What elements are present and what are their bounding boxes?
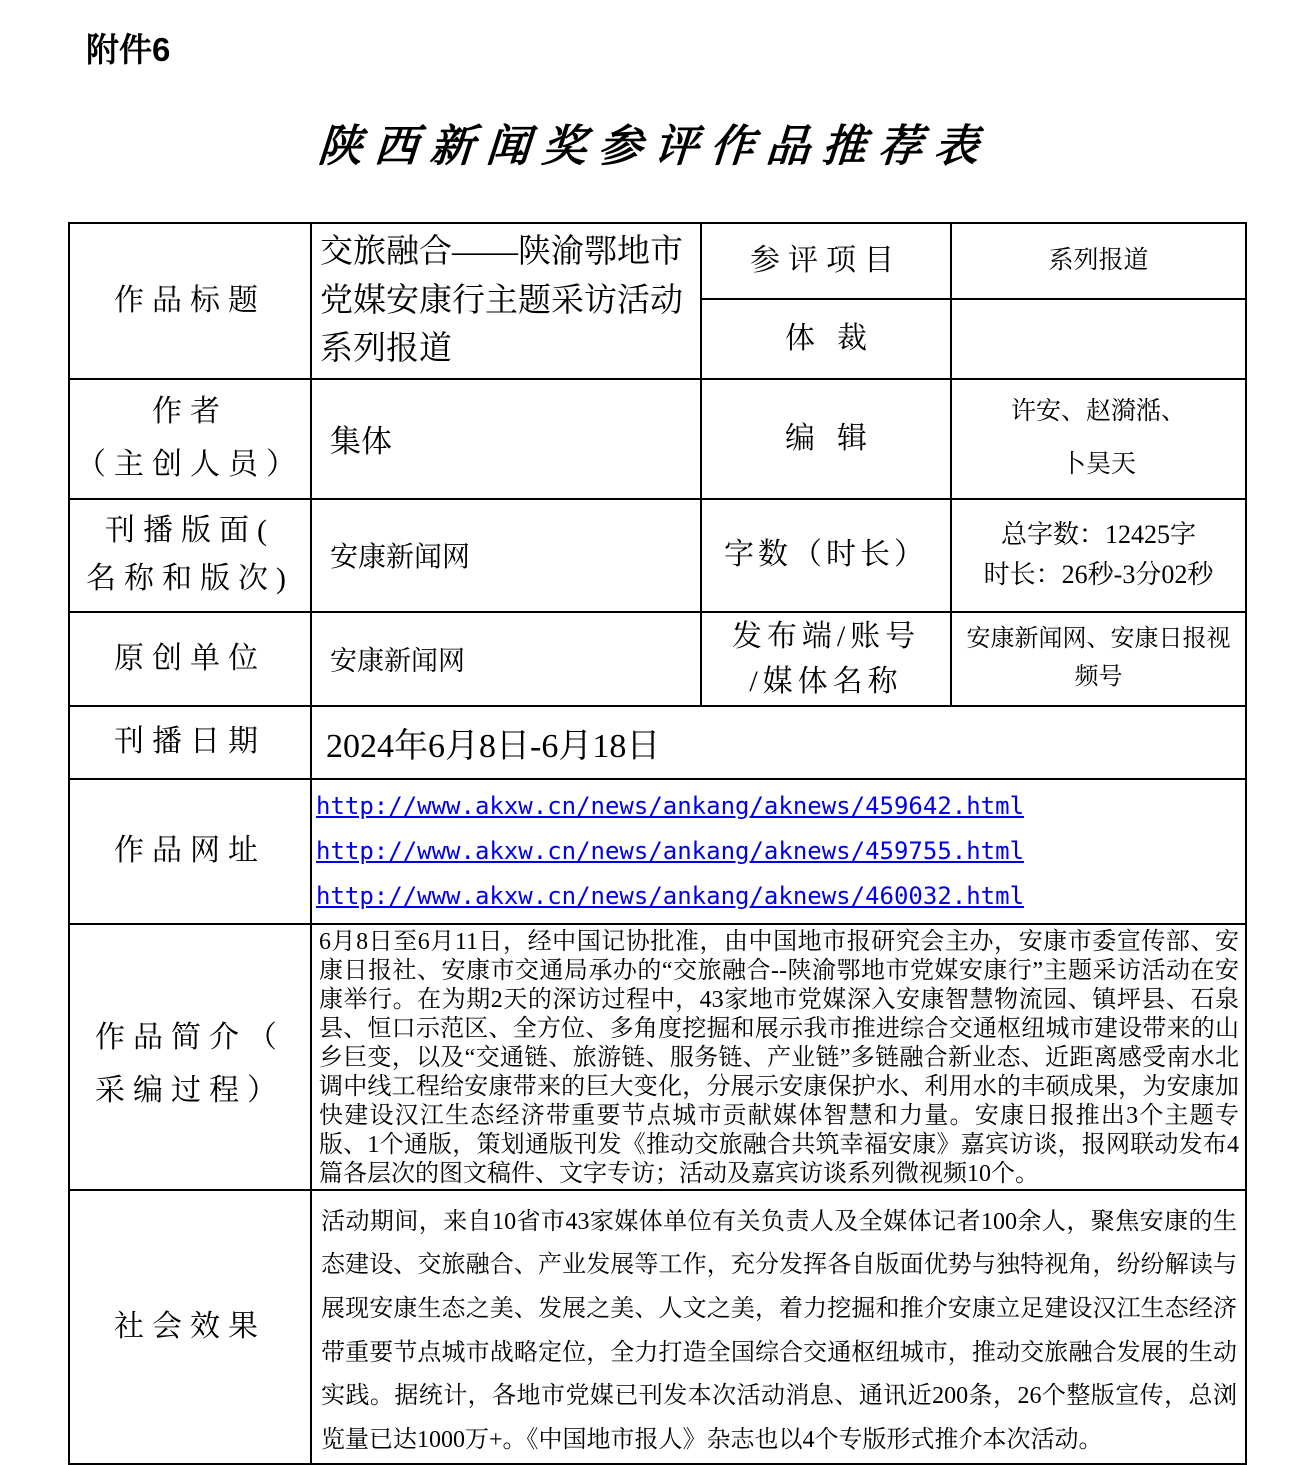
genre-label: 体裁 — [701, 299, 951, 378]
publication-label-line2: 名称和版次) — [86, 562, 294, 595]
word-count-duration: 时长：26秒-3分02秒 — [983, 560, 1214, 589]
platform-label-line2: /媒体名称 — [749, 664, 903, 698]
editor-value-line2: 卜昊天 — [1060, 450, 1136, 478]
editor-label: 编辑 — [701, 379, 951, 499]
work-title-label: 作品标题 — [69, 223, 311, 379]
platform-label-line1: 发布端/账号 — [731, 619, 921, 653]
platform-value: 安康新闻网、安康日报视频号 — [951, 612, 1246, 706]
platform-label — [701, 612, 951, 706]
author-label — [69, 379, 311, 499]
author-label-line1: 作者 — [152, 395, 228, 428]
work-url-link-3[interactable]: http://www.akxw.cn/news/ankang/aknews/460032.html — [316, 881, 1025, 910]
publication-label-line1: 刊播版面( — [105, 514, 275, 547]
word-count-value — [951, 499, 1246, 612]
recommendation-form-table — [68, 222, 1247, 1465]
author-value: 集体 — [311, 379, 701, 499]
author-label-line2: （主创人员） — [76, 447, 304, 481]
publish-date-value: 2024年6月8日-6月18日 — [311, 706, 1246, 779]
editor-value-line1: 许安、赵漪湉、 — [1010, 398, 1186, 425]
publication-value: 安康新闻网 — [311, 499, 701, 612]
work-url-link-2[interactable]: http://www.akxw.cn/news/ankang/aknews/459755.html — [316, 836, 1025, 865]
social-effect-text: 活动期间，来自10省市43家媒体单位有关负责人及全媒体记者100余人，聚焦安康的生态建设、交旅融合、产业发展等工作，充分发挥各自版面优势与独特视角，纷纷解读与展现安康生态之美、发展之美、人文之美，着力挖掘和推介安康立足建设汉江生态经济带重要节点城市战略定位，全力打造全国综合交通枢纽城市，推动交旅融合发展的生动实践。据统计，各地市党媒已刊发本次活动消息、通讯近200条，26个整版宣传，总浏览量已达1000万+。《中国地市报人》杂志也以4个专版形式推介本次活动。 — [311, 1190, 1246, 1464]
editor-value — [951, 379, 1246, 499]
work-title-value: 交旅融合——陕渝鄂地市党媒安康行主题采访活动系列报道 — [311, 223, 701, 379]
work-url-label: 作品网址 — [69, 779, 311, 924]
original-unit-value: 安康新闻网 — [311, 612, 701, 706]
publication-label — [69, 499, 311, 612]
social-effect-label: 社会效果 — [69, 1190, 311, 1464]
word-count-label: 字数（时长） — [701, 499, 951, 612]
summary-label-line1: 作品简介（ — [95, 1021, 285, 1055]
genre-value — [951, 299, 1246, 378]
original-unit-label: 原创单位 — [69, 612, 311, 706]
publish-date-label: 刊播日期 — [69, 706, 311, 779]
summary-label-line2: 采编过程） — [95, 1073, 285, 1107]
page-title: 陕西新闻奖参评作品推荐表 — [316, 121, 992, 172]
attachment-label: 附件6 — [86, 31, 171, 68]
word-count-total: 总字数：12425字 — [1000, 519, 1196, 549]
entry-category-label: 参评项目 — [701, 223, 951, 299]
summary-label — [69, 924, 311, 1190]
work-url-link-1[interactable]: http://www.akxw.cn/news/ankang/aknews/459642.html — [316, 791, 1025, 820]
summary-text: 6月8日至6月11日，经中国记协批准，由中国地市报研究会主办，安康市委宣传部、安康日报社、安康市交通局承办的“交旅融合--陕渝鄂地市党媒安康行”主题采访活动在安康举行。在为期2天的深访过程中，43家地市党媒深入安康智慧物流园、镇坪县、石泉县、恒口示范区、全方位、多角度挖掘和展示我市推进综合交通枢纽城市建设带来的山乡巨变，以及“交通链、旅游链、服务链、产业链”多链融合新业态、近距离感受南水北调中线工程给安康带来的巨大变化，分展示安康保护水、利用水的丰硕成果，为安康加快建设汉江生态经济带重要节点城市贡献媒体智慧和力量。安康日报推出3个主题专版、1个通版，策划通版刊发《推动交旅融合共筑幸福安康》嘉宾访谈，报网联动发布4篇各层次的图文稿件、文字专访；活动及嘉宾访谈系列微视频10个。 — [311, 924, 1246, 1190]
entry-category-value: 系列报道 — [951, 223, 1246, 299]
work-url-list — [311, 779, 1246, 924]
